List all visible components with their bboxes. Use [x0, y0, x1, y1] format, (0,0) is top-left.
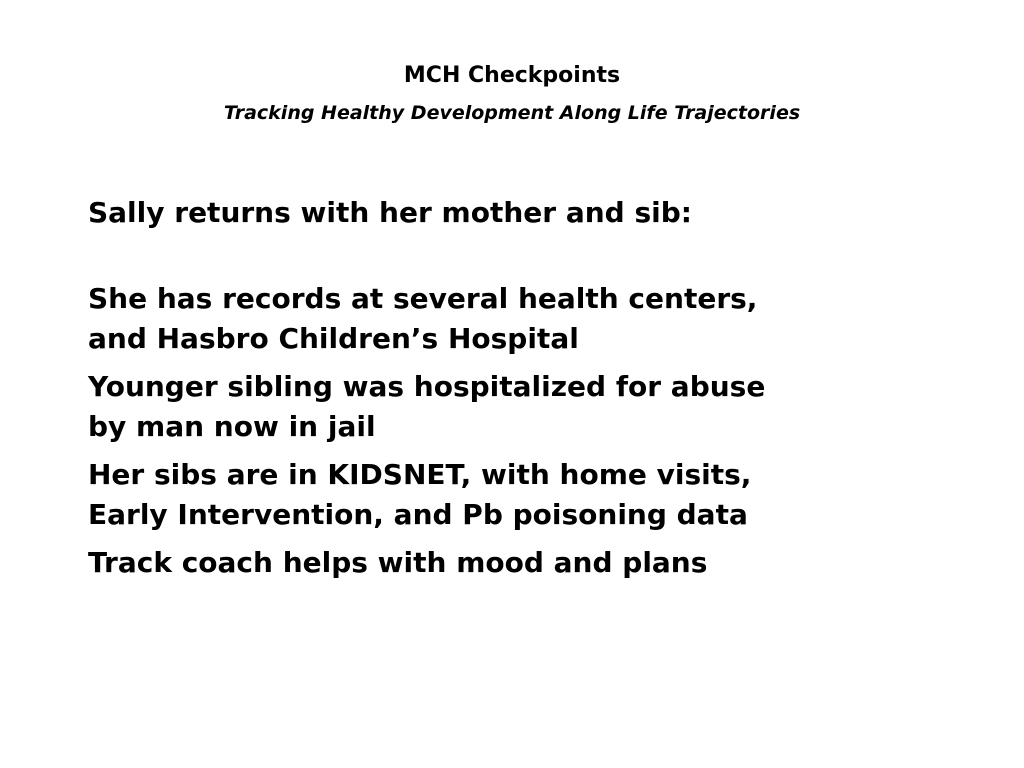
bullet-point [88, 455, 988, 535]
bullet-line-continued: Early Intervention, and Pb poisoning data [88, 498, 748, 531]
bullet-line: Younger sibling was hospitalized for abuse [88, 370, 766, 403]
bullet-point [88, 279, 988, 359]
bullet-point [88, 543, 988, 583]
intro-text: Sally returns with her mother and sib: [88, 196, 692, 229]
bullet-point [88, 367, 988, 447]
slide-title: MCH Checkpoints [403, 63, 621, 88]
bullet-line-continued: and Hasbro Children’s Hospital [88, 322, 579, 355]
bullet-line: She has records at several health centers, [88, 282, 758, 315]
slide-body [88, 193, 988, 591]
slide-subtitle: Tracking Healthy Development Along Life Trajectories [223, 102, 801, 124]
bullet-line-continued: by man now in jail [88, 410, 376, 443]
bullet-line: Her sibs are in KIDSNET, with home visits, [88, 458, 752, 491]
bullet-line: Track coach helps with mood and plans [88, 546, 708, 579]
